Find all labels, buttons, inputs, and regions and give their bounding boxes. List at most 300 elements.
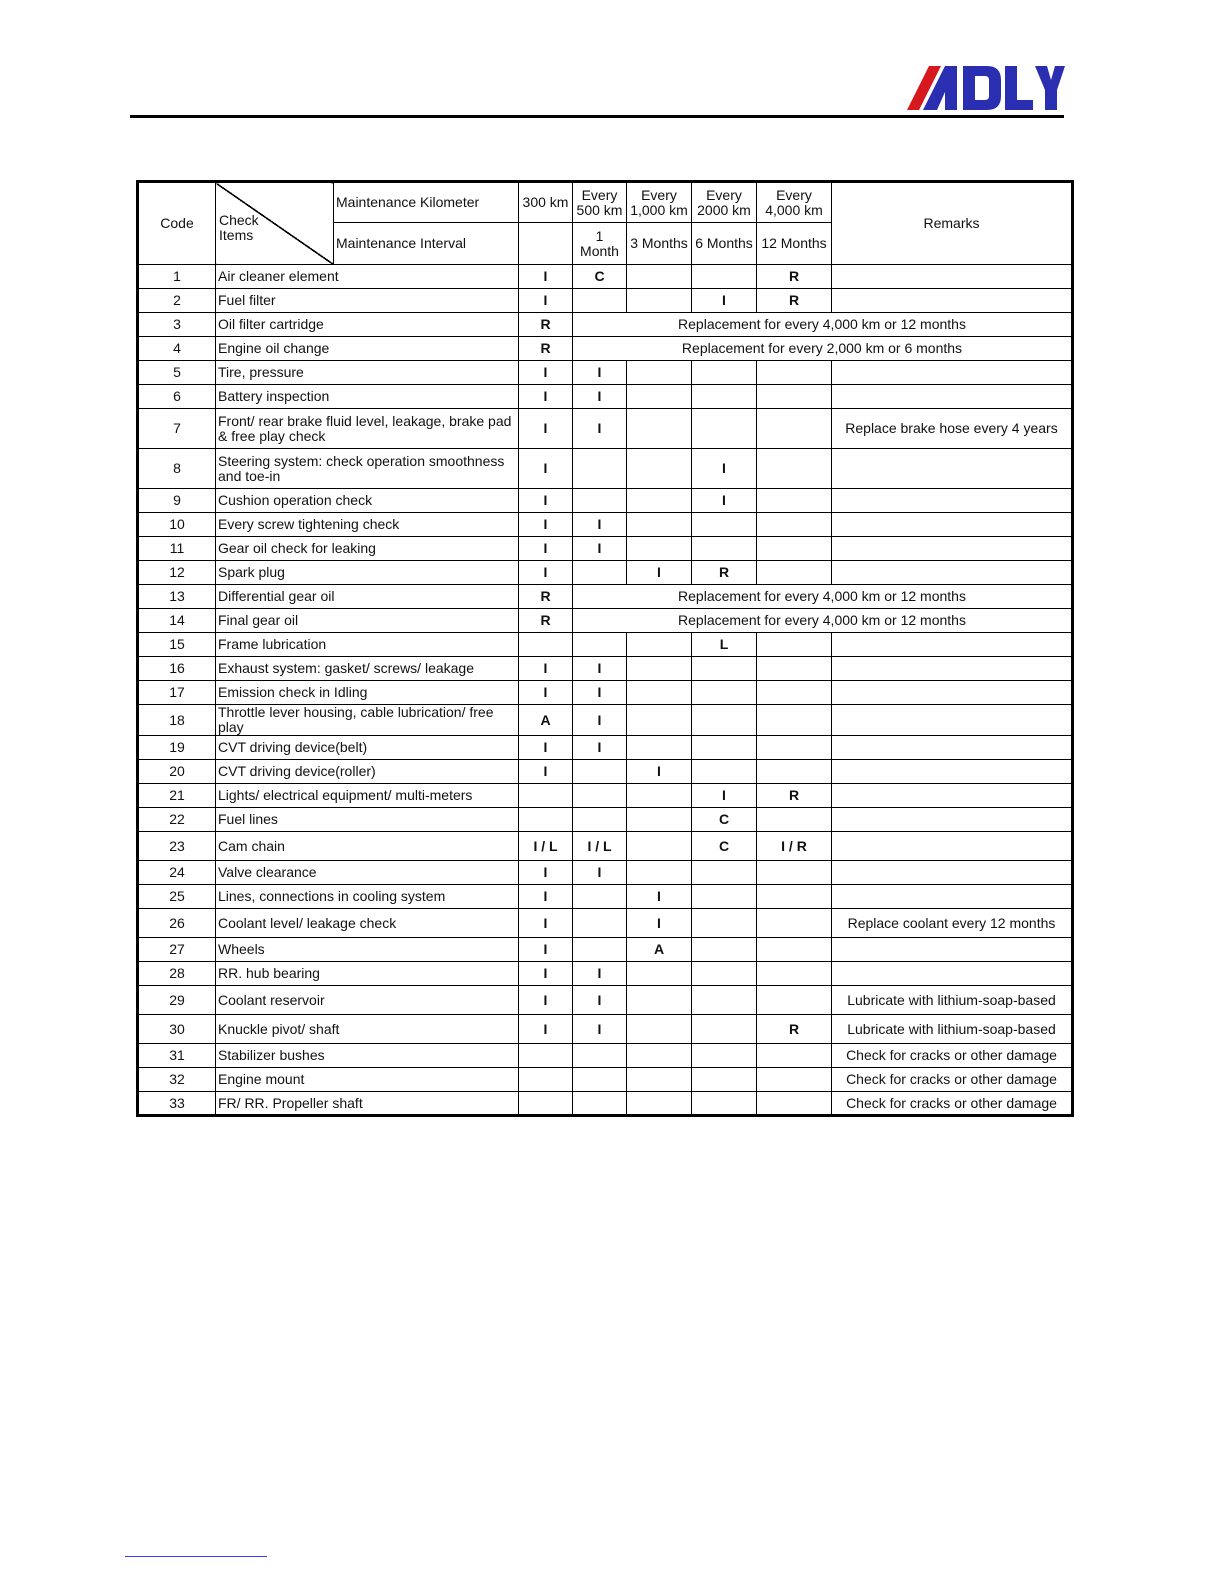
table-row [138, 986, 1073, 1015]
row-interval-cell-2 [573, 633, 627, 657]
interval-col-3: 3 Months [627, 223, 692, 265]
row-code: 13 [138, 585, 216, 609]
table-row [138, 449, 1073, 489]
row-remark [832, 385, 1073, 409]
row-check-item: Gear oil check for leaking [216, 537, 519, 561]
row-remark [832, 962, 1073, 986]
row-interval-cell-5 [757, 681, 832, 705]
row-interval-cell-3: I [627, 561, 692, 585]
row-interval-cell-4 [692, 736, 757, 760]
maintenance-interval-header: Maintenance Interval [334, 223, 519, 265]
row-interval-cell-4 [692, 265, 757, 289]
row-code: 19 [138, 736, 216, 760]
row-remark [832, 265, 1073, 289]
row-interval-cell-1: I [519, 449, 573, 489]
row-interval-cell-2: I [573, 986, 627, 1015]
row-interval-cell-1: I [519, 962, 573, 986]
row-code: 20 [138, 760, 216, 784]
row-interval-cell-4: I [692, 289, 757, 313]
row-remark: Replace brake hose every 4 years [832, 409, 1073, 449]
table-row [138, 938, 1073, 962]
row-interval-cell-4 [692, 513, 757, 537]
table-row [138, 705, 1073, 736]
maintenance-schedule-table [136, 180, 1074, 1117]
row-replacement-note: Replacement for every 2,000 km or 6 months [573, 337, 1073, 361]
row-interval-cell-3 [627, 265, 692, 289]
row-code: 28 [138, 962, 216, 986]
row-interval-cell-2: I [573, 962, 627, 986]
row-check-item: Wheels [216, 938, 519, 962]
row-interval-cell-4 [692, 657, 757, 681]
row-remark [832, 289, 1073, 313]
footer-rule [125, 1556, 267, 1557]
row-check-item: Lines, connections in cooling system [216, 885, 519, 909]
row-interval-cell-2: I / L [573, 832, 627, 861]
row-remark [832, 513, 1073, 537]
row-interval-cell-1: I [519, 265, 573, 289]
logo-letter-l [1005, 66, 1033, 110]
row-interval-cell-4 [692, 885, 757, 909]
interval-col-1 [519, 223, 573, 265]
row-interval-cell-1: I [519, 681, 573, 705]
row-interval-cell-4: R [692, 561, 757, 585]
row-interval-cell-4 [692, 385, 757, 409]
row-interval-cell-1 [519, 784, 573, 808]
row-interval-cell-4: I [692, 449, 757, 489]
row-check-item: Oil filter cartridge [216, 313, 519, 337]
row-code: 26 [138, 909, 216, 938]
row-interval-cell-5 [757, 409, 832, 449]
table-row [138, 337, 1073, 361]
row-check-item: Tire, pressure [216, 361, 519, 385]
row-remark: Check for cracks or other damage [832, 1044, 1073, 1068]
table-row [138, 885, 1073, 909]
row-check-item: CVT driving device(belt) [216, 736, 519, 760]
row-interval-cell-2: I [573, 705, 627, 736]
row-remark [832, 561, 1073, 585]
row-interval-cell-4 [692, 909, 757, 938]
row-code: 32 [138, 1068, 216, 1092]
row-interval-cell-3: I [627, 885, 692, 909]
row-code: 11 [138, 537, 216, 561]
row-interval-cell-3 [627, 1015, 692, 1044]
row-interval-cell-1: I [519, 361, 573, 385]
table-row [138, 1015, 1073, 1044]
row-code: 14 [138, 609, 216, 633]
row-remark [832, 633, 1073, 657]
row-check-item: Exhaust system: gasket/ screws/ leakage [216, 657, 519, 681]
row-interval-cell-1: I [519, 760, 573, 784]
table-row [138, 561, 1073, 585]
row-interval-cell-2: I [573, 385, 627, 409]
row-interval-cell-2 [573, 1092, 627, 1116]
row-interval-cell-3 [627, 705, 692, 736]
row-interval-cell-1 [519, 1092, 573, 1116]
row-interval-cell-2 [573, 784, 627, 808]
row-interval-cell-1: I [519, 1015, 573, 1044]
row-check-item: Emission check in Idling [216, 681, 519, 705]
table-row [138, 489, 1073, 513]
header-rule [130, 115, 1064, 118]
row-check-item: Spark plug [216, 561, 519, 585]
km-col-4: Every 2000 km [692, 182, 757, 223]
table-row [138, 909, 1073, 938]
table-row [138, 633, 1073, 657]
row-code: 22 [138, 808, 216, 832]
row-interval-cell-1: I [519, 736, 573, 760]
row-interval-cell-2 [573, 909, 627, 938]
row-interval-cell-4 [692, 681, 757, 705]
row-interval-cell-4: I [692, 784, 757, 808]
row-interval-cell-2: I [573, 681, 627, 705]
row-code: 9 [138, 489, 216, 513]
row-check-item: Valve clearance [216, 861, 519, 885]
row-300km-cell: R [519, 313, 573, 337]
row-interval-cell-5 [757, 513, 832, 537]
row-interval-cell-3 [627, 513, 692, 537]
table-row [138, 537, 1073, 561]
row-interval-cell-4: I [692, 489, 757, 513]
row-interval-cell-5 [757, 1092, 832, 1116]
row-interval-cell-5 [757, 537, 832, 561]
row-replacement-note: Replacement for every 4,000 km or 12 months [573, 585, 1073, 609]
row-interval-cell-4 [692, 1044, 757, 1068]
row-interval-cell-1 [519, 808, 573, 832]
row-remark: Lubricate with lithium-soap-based [832, 1015, 1073, 1044]
row-interval-cell-4 [692, 1092, 757, 1116]
row-interval-cell-5 [757, 489, 832, 513]
row-remark [832, 681, 1073, 705]
row-check-item: Coolant reservoir [216, 986, 519, 1015]
row-interval-cell-3: A [627, 938, 692, 962]
check-items-label: Check Items [219, 212, 259, 243]
table-row [138, 1044, 1073, 1068]
row-interval-cell-3 [627, 1092, 692, 1116]
row-interval-cell-4 [692, 1068, 757, 1092]
row-interval-cell-2 [573, 561, 627, 585]
row-interval-cell-4 [692, 986, 757, 1015]
row-interval-cell-3 [627, 409, 692, 449]
row-check-item: Final gear oil [216, 609, 519, 633]
table-row [138, 265, 1073, 289]
row-replacement-note: Replacement for every 4,000 km or 12 months [573, 609, 1073, 633]
row-interval-cell-3 [627, 449, 692, 489]
logo-letter-y [1035, 66, 1065, 110]
row-interval-cell-5: R [757, 1015, 832, 1044]
maintenance-km-header: Maintenance Kilometer [334, 182, 519, 223]
row-interval-cell-4: C [692, 808, 757, 832]
row-interval-cell-3 [627, 861, 692, 885]
km-col-2: Every 500 km [573, 182, 627, 223]
row-interval-cell-3 [627, 784, 692, 808]
header-row-km [138, 182, 1073, 223]
row-check-item: Cam chain [216, 832, 519, 861]
interval-col-2: 1 Month [573, 223, 627, 265]
row-interval-cell-2 [573, 808, 627, 832]
km-col-3: Every 1,000 km [627, 182, 692, 223]
row-interval-cell-5 [757, 561, 832, 585]
row-interval-cell-1: I [519, 909, 573, 938]
table-row [138, 1092, 1073, 1116]
table-row [138, 736, 1073, 760]
row-code: 24 [138, 861, 216, 885]
row-300km-cell: R [519, 609, 573, 633]
row-check-item: FR/ RR. Propeller shaft [216, 1092, 519, 1116]
row-interval-cell-2 [573, 1068, 627, 1092]
row-interval-cell-3 [627, 736, 692, 760]
interval-col-4: 6 Months [692, 223, 757, 265]
row-interval-cell-5 [757, 657, 832, 681]
row-interval-cell-3 [627, 537, 692, 561]
row-remark: Lubricate with lithium-soap-based [832, 986, 1073, 1015]
row-remark [832, 760, 1073, 784]
row-interval-cell-1 [519, 633, 573, 657]
row-interval-cell-1: I [519, 537, 573, 561]
row-interval-cell-1: I [519, 657, 573, 681]
table-row [138, 585, 1073, 609]
row-interval-cell-5 [757, 1068, 832, 1092]
row-interval-cell-2: I [573, 657, 627, 681]
table-row [138, 657, 1073, 681]
row-interval-cell-5: R [757, 784, 832, 808]
row-remark [832, 705, 1073, 736]
row-interval-cell-5 [757, 449, 832, 489]
row-interval-cell-3 [627, 1068, 692, 1092]
row-interval-cell-3 [627, 962, 692, 986]
row-interval-cell-3 [627, 986, 692, 1015]
row-interval-cell-5 [757, 736, 832, 760]
row-interval-cell-3 [627, 1044, 692, 1068]
row-code: 29 [138, 986, 216, 1015]
row-interval-cell-3 [627, 657, 692, 681]
row-remark: Check for cracks or other damage [832, 1092, 1073, 1116]
row-remark [832, 861, 1073, 885]
row-interval-cell-1: I [519, 885, 573, 909]
row-remark [832, 784, 1073, 808]
row-interval-cell-1 [519, 1068, 573, 1092]
row-interval-cell-4 [692, 1015, 757, 1044]
table-row [138, 760, 1073, 784]
row-interval-cell-2: I [573, 361, 627, 385]
table-row [138, 409, 1073, 449]
row-remark [832, 657, 1073, 681]
table-row [138, 1068, 1073, 1092]
row-check-item: Battery inspection [216, 385, 519, 409]
row-interval-cell-4 [692, 962, 757, 986]
logo-letter-d [963, 66, 1001, 110]
row-interval-cell-4 [692, 537, 757, 561]
row-interval-cell-3: I [627, 909, 692, 938]
row-interval-cell-4 [692, 409, 757, 449]
row-interval-cell-5 [757, 962, 832, 986]
row-check-item: Cushion operation check [216, 489, 519, 513]
row-interval-cell-4: C [692, 832, 757, 861]
row-interval-cell-3 [627, 808, 692, 832]
row-interval-cell-1 [519, 1044, 573, 1068]
row-check-item: Throttle lever housing, cable lubrication/ free play [216, 705, 519, 736]
row-check-item: Air cleaner element [216, 265, 519, 289]
row-remark [832, 736, 1073, 760]
row-code: 30 [138, 1015, 216, 1044]
row-remark [832, 808, 1073, 832]
row-interval-cell-2 [573, 938, 627, 962]
row-remark [832, 938, 1073, 962]
row-interval-cell-3 [627, 633, 692, 657]
row-interval-cell-4 [692, 760, 757, 784]
row-remark [832, 537, 1073, 561]
row-interval-cell-1: I [519, 489, 573, 513]
row-code: 27 [138, 938, 216, 962]
row-interval-cell-1: I [519, 409, 573, 449]
row-interval-cell-2: I [573, 861, 627, 885]
row-code: 2 [138, 289, 216, 313]
row-interval-cell-5 [757, 1044, 832, 1068]
row-code: 5 [138, 361, 216, 385]
table-row [138, 808, 1073, 832]
row-interval-cell-2 [573, 289, 627, 313]
row-remark [832, 449, 1073, 489]
row-check-item: Every screw tightening check [216, 513, 519, 537]
table-row [138, 784, 1073, 808]
row-check-item: Knuckle pivot/ shaft [216, 1015, 519, 1044]
row-code: 8 [138, 449, 216, 489]
row-300km-cell: R [519, 585, 573, 609]
row-code: 15 [138, 633, 216, 657]
row-interval-cell-5 [757, 705, 832, 736]
row-check-item: Engine mount [216, 1068, 519, 1092]
row-interval-cell-3 [627, 361, 692, 385]
row-interval-cell-2 [573, 885, 627, 909]
remarks-header: Remarks [832, 182, 1073, 265]
row-interval-cell-2: I [573, 537, 627, 561]
row-interval-cell-4 [692, 861, 757, 885]
row-interval-cell-5 [757, 986, 832, 1015]
row-interval-cell-5: R [757, 289, 832, 313]
row-interval-cell-5 [757, 361, 832, 385]
row-interval-cell-5 [757, 808, 832, 832]
table-row [138, 313, 1073, 337]
row-interval-cell-4: L [692, 633, 757, 657]
row-interval-cell-5 [757, 861, 832, 885]
check-items-header [216, 182, 334, 265]
row-check-item: Frame lubrication [216, 633, 519, 657]
table-row [138, 385, 1073, 409]
row-code: 4 [138, 337, 216, 361]
row-check-item: RR. hub bearing [216, 962, 519, 986]
row-code: 3 [138, 313, 216, 337]
row-interval-cell-2: I [573, 1015, 627, 1044]
row-interval-cell-3: I [627, 760, 692, 784]
row-check-item: Engine oil change [216, 337, 519, 361]
row-interval-cell-1: I [519, 861, 573, 885]
row-code: 17 [138, 681, 216, 705]
row-remark [832, 361, 1073, 385]
row-code: 10 [138, 513, 216, 537]
table-row [138, 361, 1073, 385]
row-check-item: Fuel lines [216, 808, 519, 832]
row-interval-cell-2 [573, 489, 627, 513]
row-check-item: Fuel filter [216, 289, 519, 313]
row-interval-cell-3 [627, 385, 692, 409]
km-col-1: 300 km [519, 182, 573, 223]
row-interval-cell-4 [692, 938, 757, 962]
row-interval-cell-2: I [573, 409, 627, 449]
row-interval-cell-4 [692, 705, 757, 736]
row-interval-cell-5 [757, 885, 832, 909]
row-interval-cell-5 [757, 760, 832, 784]
code-header: Code [138, 182, 216, 265]
row-interval-cell-1: I [519, 289, 573, 313]
row-remark: Replace coolant every 12 months [832, 909, 1073, 938]
row-remark: Check for cracks or other damage [832, 1068, 1073, 1092]
table-row [138, 609, 1073, 633]
row-check-item: CVT driving device(roller) [216, 760, 519, 784]
row-interval-cell-1: I [519, 385, 573, 409]
row-interval-cell-2: C [573, 265, 627, 289]
row-interval-cell-1: I [519, 513, 573, 537]
row-interval-cell-3 [627, 489, 692, 513]
row-interval-cell-3 [627, 681, 692, 705]
row-300km-cell: R [519, 337, 573, 361]
adly-logo [905, 62, 1065, 112]
table-row [138, 681, 1073, 705]
row-check-item: Front/ rear brake fluid level, leakage, brake pad & free play check [216, 409, 519, 449]
row-code: 7 [138, 409, 216, 449]
table-row [138, 289, 1073, 313]
row-check-item: Stabilizer bushes [216, 1044, 519, 1068]
row-interval-cell-5 [757, 385, 832, 409]
row-code: 23 [138, 832, 216, 861]
row-interval-cell-5 [757, 909, 832, 938]
table-row [138, 962, 1073, 986]
row-interval-cell-3 [627, 832, 692, 861]
row-interval-cell-4 [692, 361, 757, 385]
row-interval-cell-2 [573, 449, 627, 489]
row-replacement-note: Replacement for every 4,000 km or 12 months [573, 313, 1073, 337]
row-interval-cell-1: I / L [519, 832, 573, 861]
row-code: 33 [138, 1092, 216, 1116]
row-code: 6 [138, 385, 216, 409]
row-code: 25 [138, 885, 216, 909]
row-check-item: Steering system: check operation smoothness and toe-in [216, 449, 519, 489]
row-interval-cell-2: I [573, 513, 627, 537]
row-interval-cell-5: I / R [757, 832, 832, 861]
row-code: 31 [138, 1044, 216, 1068]
table-row [138, 832, 1073, 861]
row-interval-cell-1: I [519, 938, 573, 962]
km-col-5: Every 4,000 km [757, 182, 832, 223]
row-interval-cell-1: A [519, 705, 573, 736]
row-remark [832, 885, 1073, 909]
row-interval-cell-5 [757, 633, 832, 657]
row-code: 18 [138, 705, 216, 736]
row-check-item: Coolant level/ leakage check [216, 909, 519, 938]
table-row [138, 513, 1073, 537]
row-interval-cell-5: R [757, 265, 832, 289]
table-row [138, 861, 1073, 885]
row-interval-cell-3 [627, 289, 692, 313]
row-check-item: Lights/ electrical equipment/ multi-meters [216, 784, 519, 808]
row-interval-cell-5 [757, 938, 832, 962]
row-code: 1 [138, 265, 216, 289]
row-code: 16 [138, 657, 216, 681]
row-interval-cell-2 [573, 1044, 627, 1068]
row-remark [832, 832, 1073, 861]
row-code: 21 [138, 784, 216, 808]
row-code: 12 [138, 561, 216, 585]
row-check-item: Differential gear oil [216, 585, 519, 609]
row-interval-cell-2: I [573, 736, 627, 760]
